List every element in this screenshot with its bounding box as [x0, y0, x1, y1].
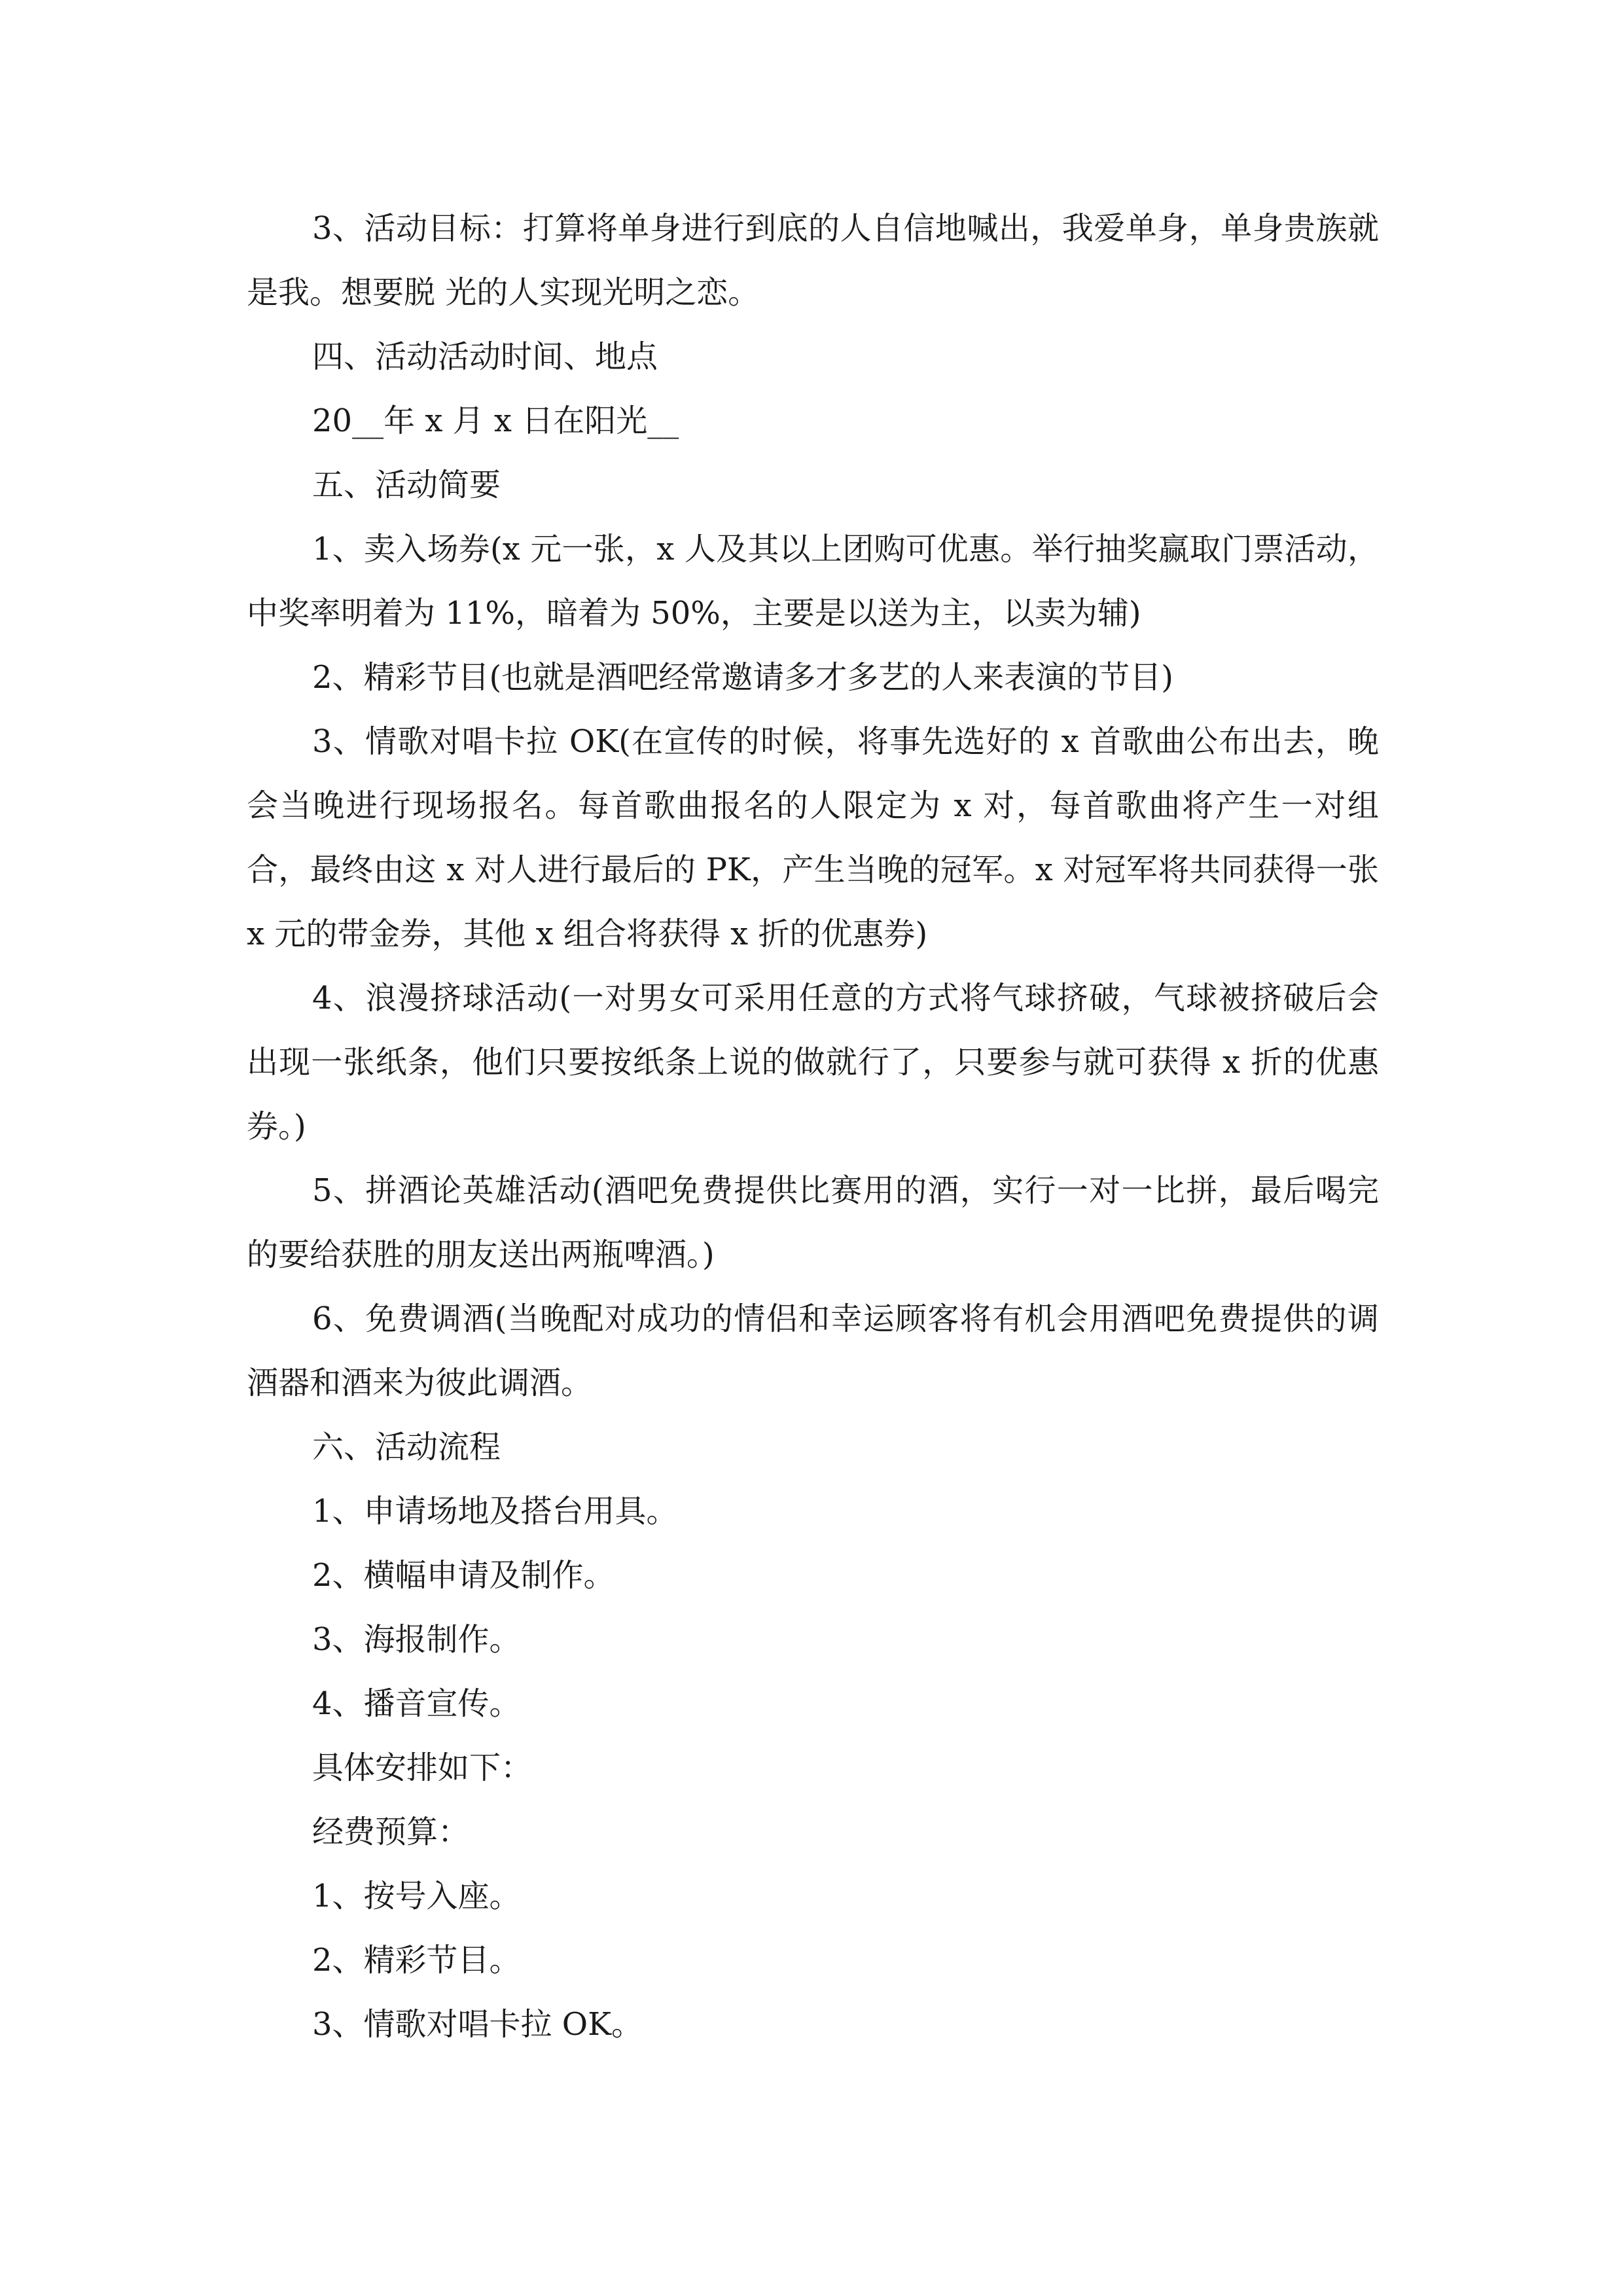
list-item: 1、按号入座。 [312, 1878, 521, 1914]
paragraph-budget: 经费预算： [312, 1814, 470, 1850]
list-item: 3、海报制作。 [312, 1621, 521, 1658]
heading-process: 六、活动流程 [312, 1429, 501, 1465]
paragraph-drinking: 5、拼酒论英雄活动(酒吧免费提供比赛用的酒，实行一对一比拼，最后喝完的要给获胜的朋友送出两瓶啤酒。) [247, 1172, 1379, 1273]
paragraph-goal: 3、活动目标：打算将单身进行到底的人自信地喊出，我爱单身，单身贵族就是我。想要脱 光的人实现光明之恋。 [247, 210, 1379, 311]
paragraph-karaoke: 3、情歌对唱卡拉 OK(在宣传的时候，将事先选好的 x 首歌曲公布出去，晚会当晚进行现场报名。每首歌曲报名的人限定为 x 对，每首歌曲将产生一对组合，最终由这 x 对人进行最后的 PK，产生当晚的冠军。x 对冠军将共同获得一张 x 元的带金券，其他 x 组合将获得 x 折的优惠券) [247, 723, 1379, 952]
paragraph-cocktail: 6、免费调酒(当晚配对成功的情侣和幸运顾客将有机会用酒吧免费提供的调酒器和酒来为彼此调酒。 [247, 1300, 1379, 1401]
list-item: 3、情歌对唱卡拉 OK。 [312, 2006, 643, 2043]
paragraph-date: 20__年 x 月 x 日在阳光__ [312, 403, 679, 439]
paragraph-balloon: 4、浪漫挤球活动(一对男女可采用任意的方式将气球挤破，气球被挤破后会出现一张纸条，他们只要按纸条上说的做就行了，只要参与就可获得 x 折的优惠券。) [247, 980, 1379, 1145]
heading-time-place: 四、活动活动时间、地点 [312, 338, 658, 375]
paragraph-tickets: 1、卖入场券(x 元一张，x 人及其以上团购可优惠。举行抽奖赢取门票活动，中奖率明着为 11%，暗着为 50%，主要是以送为主，以卖为辅) [247, 531, 1379, 632]
paragraph-arrangement: 具体安排如下： [312, 1749, 533, 1786]
document-body [247, 196, 1379, 2056]
list-item: 2、横幅申请及制作。 [312, 1557, 615, 1594]
list-item: 2、精彩节目。 [312, 1942, 521, 1979]
list-item: 4、播音宣传。 [312, 1685, 521, 1722]
paragraph-shows: 2、精彩节目(也就是酒吧经常邀请多才多艺的人来表演的节目) [312, 659, 1173, 696]
list-item: 1、申请场地及搭台用具。 [312, 1493, 678, 1530]
heading-summary: 五、活动简要 [312, 467, 501, 503]
